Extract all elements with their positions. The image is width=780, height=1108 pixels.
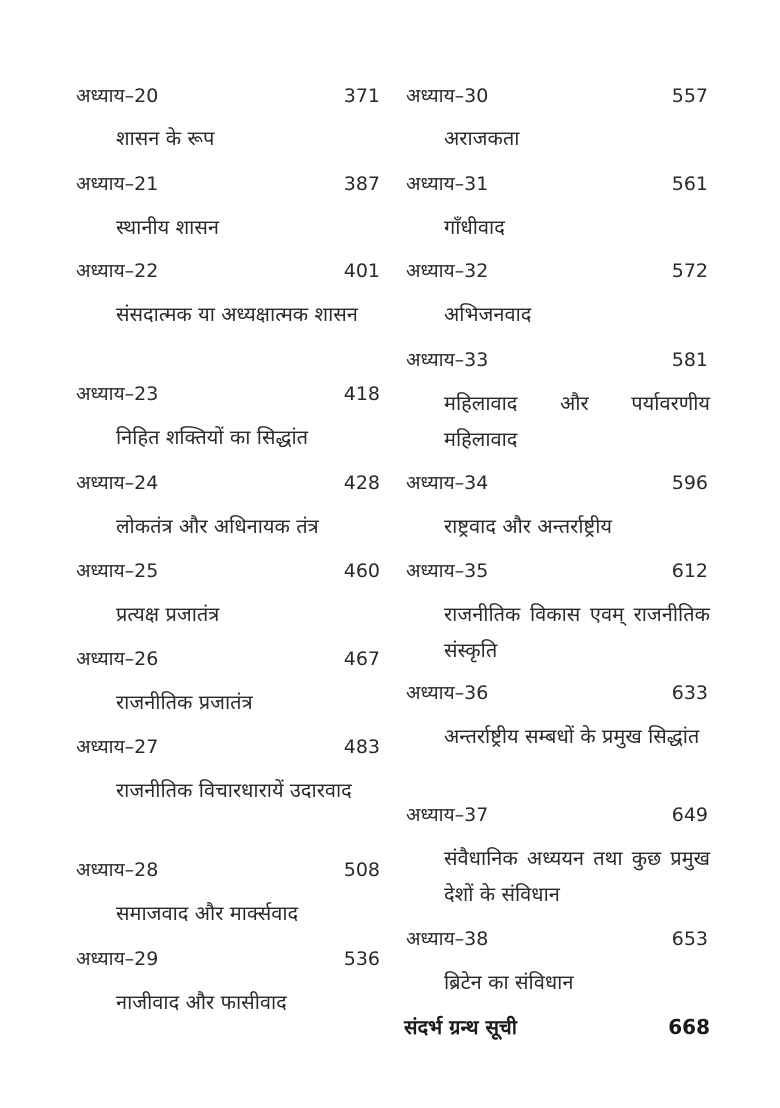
chapter-page-number: 467 [343,648,380,670]
chapter-title: ब्रिटेन का संविधान [444,970,574,994]
chapter-page-number: 596 [671,472,708,494]
chapter-page-number: 483 [343,736,380,758]
chapter-label: अध्याय–38 [406,928,489,950]
chapter-label: अध्याय–36 [406,682,489,704]
chapter-title: अन्तर्राष्ट्रीय सम्बधों के प्रमुख सिद्धांत [444,724,700,748]
chapter-page-number: 371 [343,85,380,107]
chapter-page-number: 428 [343,472,380,494]
chapter-title: महिलावाद और पर्यावरणीय महिलावाद [444,391,710,451]
chapter-label: अध्याय–25 [76,560,159,582]
chapter-label: अध्याय–22 [76,260,159,282]
chapter-title: नाजीवाद और फासीवाद [116,990,287,1014]
chapter-title: अभिजनवाद [444,302,532,326]
chapter-title: प्रत्यक्ष प्रजातंत्र [116,602,220,626]
chapter-page-number: 387 [343,173,380,195]
chapter-title: राष्ट्रवाद और अन्तर्राष्ट्रीय [444,514,612,538]
chapter-title: गाँधीवाद [444,215,505,239]
chapter-page-number: 612 [671,560,708,582]
chapter-label: अध्याय–28 [76,859,159,881]
chapter-label: अध्याय–26 [76,648,159,670]
chapter-page-number: 460 [343,560,380,582]
chapter-title: लोकतंत्र और अधिनायक तंत्र [116,514,319,538]
chapter-title: अराजकता [444,126,520,150]
chapter-page-number: 653 [671,928,708,950]
chapter-title: राजनीतिक विकास एवम् राजनीतिक संस्कृति [444,602,710,662]
bibliography-page-number: 668 [668,1015,710,1039]
chapter-title: शासन के रूप [116,126,215,150]
chapter-label: अध्याय–37 [406,804,489,826]
chapter-label: अध्याय–23 [76,383,159,405]
bibliography-label: संदर्भ ग्रन्थ सूची [404,1015,517,1039]
chapter-label: अध्याय–20 [76,85,159,107]
chapter-page-number: 401 [343,260,380,282]
chapter-label: अध्याय–32 [406,260,489,282]
chapter-label: अध्याय–29 [76,948,159,970]
chapter-label: अध्याय–33 [406,349,489,371]
chapter-title: समाजवाद और मार्क्सवाद [116,901,299,925]
chapter-title: निहित शक्तियों का सिद्धांत [116,425,309,449]
chapter-title: राजनीतिक विचारधारायें उदारवाद [116,778,352,802]
chapter-label: अध्याय–24 [76,472,159,494]
chapter-page-number: 418 [343,383,380,405]
chapter-page-number: 561 [671,173,708,195]
chapter-title: संसदात्मक या अध्यक्षात्मक शासन [116,302,358,326]
chapter-title: संवैधानिक अध्ययन तथा कुछ प्रमुख देशों के संविधान [444,846,710,906]
chapter-page-number: 633 [671,682,708,704]
chapter-page-number: 649 [671,804,708,826]
chapter-label: अध्याय–34 [406,472,489,494]
chapter-page-number: 581 [671,349,708,371]
chapter-page-number: 508 [343,859,380,881]
chapter-label: अध्याय–21 [76,173,159,195]
chapter-label: अध्याय–27 [76,736,159,758]
chapter-title: राजनीतिक प्रजातंत्र [116,690,253,714]
chapter-label: अध्याय–35 [406,560,489,582]
chapter-page-number: 557 [671,85,708,107]
chapter-page-number: 536 [343,948,380,970]
chapter-page-number: 572 [671,260,708,282]
chapter-title: स्थानीय शासन [116,215,219,239]
chapter-label: अध्याय–31 [406,173,489,195]
chapter-label: अध्याय–30 [406,85,489,107]
